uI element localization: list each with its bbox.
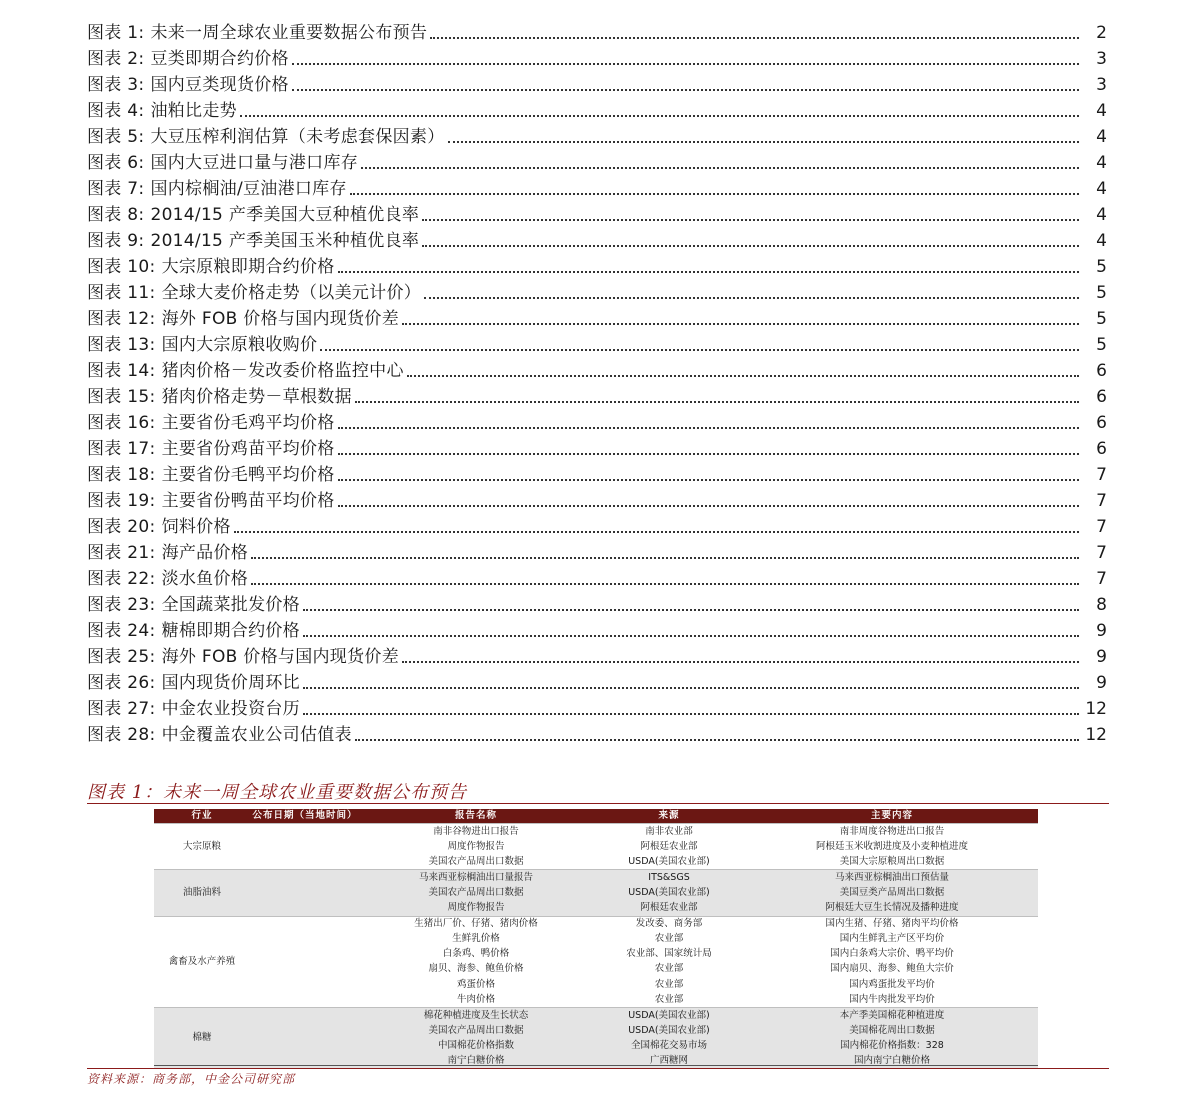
toc-entry[interactable] [87,382,1107,408]
toc-leader-dots [355,401,1079,403]
toc-entry[interactable] [87,70,1107,96]
content-cell: 国内生猪、仔猪、猪肉平均价格 [746,916,1038,932]
toc-leader-dots [407,375,1079,377]
toc-entry-number: 图表 3: [87,75,145,95]
toc-entry-label [87,646,399,668]
toc-entry[interactable] [87,408,1107,434]
source-cell: 农业部 [592,977,746,992]
data-release-table [154,809,1038,1069]
date-cell [250,932,360,947]
toc-entry-label [87,360,404,382]
report-cell: 鸡蛋价格 [360,977,592,992]
table-row [154,1008,1038,1024]
toc-entry-title: 国内大豆进口量与港口库存 [150,153,359,173]
toc-entry-label [87,438,335,460]
toc-entry-page: 6 [1096,413,1107,433]
toc-entry-title: 糖棉即期合约价格 [161,621,300,641]
toc-entry[interactable] [87,434,1107,460]
source-cell: USDA(美国农业部) [592,886,746,901]
source-cell: 农业部 [592,932,746,947]
toc-entry-title: 大宗原粮即期合约价格 [161,257,335,277]
toc-entry-page: 4 [1096,231,1107,251]
toc-entry-label [87,594,300,616]
toc-entry-number: 图表 19: [87,491,156,511]
toc-entry-title: 饲料价格 [161,517,231,537]
toc-entry-number: 图表 1: [87,23,145,43]
toc-leader-dots [303,713,1079,715]
source-cell: 农业部 [592,992,746,1008]
toc-entry[interactable] [87,694,1107,720]
header-content: 主要内容 [746,809,1038,824]
toc-entry-number: 图表 22: [87,569,156,589]
toc-leader-dots [338,479,1079,481]
toc-entry-label [87,334,317,356]
toc-entry-number: 图表 11: [87,283,156,303]
toc-leader-dots [422,245,1079,247]
toc-entry-label [87,74,289,96]
toc-entry-label [87,464,335,486]
toc-entry-number: 图表 8: [87,205,145,225]
toc-entry-label [87,152,358,174]
toc-entry-number: 图表 24: [87,621,156,641]
toc-entry-label [87,308,399,330]
toc-entry-number: 图表 26: [87,673,156,693]
source-rule [87,1068,1109,1069]
toc-entry-page: 5 [1096,283,1107,303]
toc-entry-title: 主要省份毛鸭平均价格 [161,465,335,485]
table-row [154,886,1038,901]
toc-entry-title: 国内大宗原粮收购价 [161,335,318,355]
date-cell [250,1039,360,1054]
toc-entry[interactable] [87,226,1107,252]
toc-entry[interactable] [87,564,1107,590]
toc-entry[interactable] [87,304,1107,330]
content-cell: 阿根廷玉米收割进度及小麦种植进度 [746,839,1038,854]
report-cell: 美国农产品周出口数据 [360,854,592,870]
toc-entry-number: 图表 21: [87,543,156,563]
table-row [154,916,1038,932]
toc-entry-page: 4 [1096,205,1107,225]
toc-entry-title: 主要省份鸡苗平均价格 [161,439,335,459]
toc-entry-number: 图表 20: [87,517,156,537]
content-cell: 美国大宗原粮周出口数据 [746,854,1038,870]
toc-entry[interactable] [87,720,1107,746]
toc-entry-label [87,204,419,226]
toc-entry-page: 5 [1096,257,1107,277]
toc-entry-label [87,542,248,564]
toc-entry-title: 国内现货价周环比 [161,673,300,693]
toc-entry-page: 4 [1096,101,1107,121]
toc-entry-title: 海外 FOB 价格与国内现货价差 [161,309,400,329]
toc-entry-number: 图表 23: [87,595,156,615]
toc-entry-label [87,516,231,538]
toc-entry[interactable] [87,356,1107,382]
toc-leader-dots [303,635,1079,637]
content-cell: 国内鸡蛋批发平均价 [746,977,1038,992]
header-report: 报告名称 [360,809,592,824]
toc-entry-title: 国内豆类现货价格 [150,75,289,95]
report-cell: 美国农产品周出口数据 [360,886,592,901]
toc-entry-title: 海外 FOB 价格与国内现货价差 [161,647,400,667]
toc-leader-dots [361,167,1079,169]
toc-entry-number: 图表 7: [87,179,145,199]
source-cell: 南非农业部 [592,824,746,840]
source-cell: USDA(美国农业部) [592,1023,746,1038]
toc-entry-number: 图表 16: [87,413,156,433]
report-cell: 棉花种植进度及生长状态 [360,1008,592,1024]
toc-entry[interactable] [87,460,1107,486]
toc-entry-title: 主要省份鸭苗平均价格 [161,491,335,511]
toc-entry-label [87,490,335,512]
toc-leader-dots [402,661,1079,663]
toc-entry[interactable] [87,252,1107,278]
toc-entry-number: 图表 17: [87,439,156,459]
toc-entry-number: 图表 10: [87,257,156,277]
date-cell [250,854,360,870]
source-cell: 阿根廷农业部 [592,839,746,854]
toc-entry[interactable] [87,96,1107,122]
toc-entry-title: 大豆压榨利润估算（未考虑套保因素） [150,127,445,147]
toc-leader-dots [430,37,1079,39]
toc-entry-page: 9 [1096,673,1107,693]
content-cell: 马来西亚棕榈油出口预估量 [746,870,1038,886]
table-header-row [154,809,1038,824]
toc-entry-label [87,282,421,304]
report-cell: 中国棉花价格指数 [360,1039,592,1054]
table-row [154,932,1038,947]
toc-entry-label [87,22,427,44]
date-cell [250,1008,360,1024]
content-cell: 南非周度谷物进出口报告 [746,824,1038,840]
toc-entry-number: 图表 14: [87,361,156,381]
toc-entry-label [87,568,248,590]
toc-leader-dots [338,505,1079,507]
toc-leader-dots [355,739,1079,741]
date-cell [250,947,360,962]
toc-leader-dots [448,141,1079,143]
toc-entry-label [87,256,335,278]
toc-entry-title: 全球大麦价格走势（以美元计价） [161,283,422,303]
content-cell: 本产季美国棉花种植进度 [746,1008,1038,1024]
toc-entry-number: 图表 18: [87,465,156,485]
header-date: 公布日期（当地时间） [250,809,360,824]
toc-entry-title: 中金农业投资台历 [161,699,300,719]
toc-entry[interactable] [87,590,1107,616]
table-row [154,947,1038,962]
toc-entry-number: 图表 15: [87,387,156,407]
table-bottom-rule [154,1065,1038,1066]
report-cell: 生猪出厂价、仔猪、猪肉价格 [360,916,592,932]
date-cell [250,870,360,886]
toc-entry-label [87,230,419,252]
table-row [154,962,1038,977]
toc-entry-page: 7 [1096,465,1107,485]
report-cell: 牛肉价格 [360,992,592,1008]
toc-entry-page: 9 [1096,621,1107,641]
toc-entry-page: 6 [1096,439,1107,459]
content-cell: 国内南宁白糖价格 [746,1054,1038,1069]
toc-entry-number: 图表 13: [87,335,156,355]
toc-entry-title: 主要省份毛鸡平均价格 [161,413,335,433]
toc-entry-page: 12 [1085,725,1107,745]
toc-entry-number: 图表 6: [87,153,145,173]
date-cell [250,901,360,917]
toc-entry-page: 5 [1096,309,1107,329]
figure-title: 图表 1：未来一周全球农业重要数据公布预告 [87,782,468,803]
toc-entry-page: 9 [1096,647,1107,667]
table-row [154,839,1038,854]
header-source: 来源 [592,809,746,824]
toc-entry[interactable] [87,668,1107,694]
toc-entry-title: 国内棕榈油/豆油港口库存 [150,179,347,199]
toc-entry[interactable] [87,18,1107,44]
table-row [154,992,1038,1008]
header-industry: 行业 [154,809,250,824]
date-cell [250,992,360,1008]
toc-entry[interactable] [87,512,1107,538]
toc-entry-page: 6 [1096,361,1107,381]
report-cell: 扇贝、海参、鲍鱼价格 [360,962,592,977]
source-cell: 农业部 [592,962,746,977]
toc-leader-dots [320,349,1079,351]
industry-cell: 油脂油料 [154,870,250,916]
toc-entry-number: 图表 4: [87,101,145,121]
toc-entry-page: 7 [1096,517,1107,537]
source-cell: 农业部、国家统计局 [592,947,746,962]
date-cell [250,824,360,840]
toc-entry-page: 7 [1096,491,1107,511]
date-cell [250,962,360,977]
toc-entry[interactable] [87,148,1107,174]
toc-entry-number: 图表 2: [87,49,145,69]
toc-entry-page: 4 [1096,127,1107,147]
content-cell: 国内棉花价格指数：328 [746,1039,1038,1054]
content-cell: 美国棉花周出口数据 [746,1023,1038,1038]
report-cell: 马来西亚棕榈油出口量报告 [360,870,592,886]
table-row [154,1039,1038,1054]
toc-entry[interactable] [87,486,1107,512]
toc-leader-dots [338,453,1079,455]
content-cell: 国内牛肉批发平均价 [746,992,1038,1008]
toc-entry-label [87,412,335,434]
content-cell: 美国豆类产品周出口数据 [746,886,1038,901]
toc-leader-dots [422,219,1079,221]
toc-entry-number: 图表 28: [87,725,156,745]
toc-entry-page: 12 [1085,699,1107,719]
toc-entry-number: 图表 25: [87,647,156,667]
table-body [154,824,1038,1069]
toc-leader-dots [424,297,1079,299]
toc-entry-title: 未来一周全球农业重要数据公布预告 [150,23,428,43]
toc-leader-dots [338,271,1079,273]
toc-entry-number: 图表 12: [87,309,156,329]
toc-leader-dots [292,63,1079,65]
toc-entry-number: 图表 5: [87,127,145,147]
toc-entry-title: 2014/15 产季美国大豆种植优良率 [150,205,420,225]
table-row [154,1023,1038,1038]
toc-entry-label [87,620,300,642]
toc-entry[interactable] [87,200,1107,226]
date-cell [250,839,360,854]
toc-leader-dots [240,115,1079,117]
toc-entry-number: 图表 9: [87,231,145,251]
toc-entry[interactable] [87,642,1107,668]
toc-entry-page: 7 [1096,569,1107,589]
toc-entry-title: 2014/15 产季美国玉米种植优良率 [150,231,420,251]
table-row [154,824,1038,840]
figure-title-rule [87,803,1109,804]
source-cell: ITS&SGS [592,870,746,886]
toc-entry-title: 全国蔬菜批发价格 [161,595,300,615]
report-cell: 周度作物报告 [360,901,592,917]
source-cell: 广西糖网 [592,1054,746,1069]
toc-entry-title: 油粕比走势 [150,101,237,121]
toc-entry-page: 3 [1096,49,1107,69]
toc-entry-page: 8 [1096,595,1107,615]
date-cell [250,1054,360,1069]
toc-entry-page: 2 [1096,23,1107,43]
toc-entry-label [87,178,347,200]
content-cell: 阿根廷大豆生长情况及播种进度 [746,901,1038,917]
toc-entry-label [87,672,300,694]
toc-leader-dots [303,609,1079,611]
toc-entry-label [87,724,352,746]
table-row [154,854,1038,870]
source-cell: 全国棉花交易市场 [592,1039,746,1054]
table-row [154,977,1038,992]
toc-entry-page: 5 [1096,335,1107,355]
date-cell [250,977,360,992]
toc-entry[interactable] [87,330,1107,356]
report-cell: 周度作物报告 [360,839,592,854]
toc-entry-page: 7 [1096,543,1107,563]
date-cell [250,916,360,932]
toc-entry-label [87,100,237,122]
report-cell: 美国农产品周出口数据 [360,1023,592,1038]
report-cell: 生鲜乳价格 [360,932,592,947]
toc-entry-title: 猪肉价格－发改委价格监控中心 [161,361,404,381]
table-row [154,870,1038,886]
table-row [154,901,1038,917]
date-cell [250,886,360,901]
report-cell: 南宁白糖价格 [360,1054,592,1069]
content-cell: 国内白条鸡大宗价、鸭平均价 [746,947,1038,962]
toc-entry-title: 猪肉价格走势－草根数据 [161,387,352,407]
industry-cell: 大宗原粮 [154,824,250,870]
toc-entry[interactable] [87,278,1107,304]
toc-leader-dots [402,323,1079,325]
source-cell: USDA(美国农业部) [592,1008,746,1024]
toc-entry[interactable] [87,538,1107,564]
toc-entry-page: 6 [1096,387,1107,407]
industry-cell: 棉糖 [154,1008,250,1069]
toc-entry-title: 豆类即期合约价格 [150,49,289,69]
report-cell: 南非谷物进出口报告 [360,824,592,840]
report-cell: 白条鸡、鸭价格 [360,947,592,962]
toc-entry-label [87,386,352,408]
toc-entry-number: 图表 27: [87,699,156,719]
toc-entry-page: 4 [1096,179,1107,199]
toc-entry-title: 海产品价格 [161,543,249,563]
toc-entry[interactable] [87,174,1107,200]
toc-leader-dots [338,427,1079,429]
toc-leader-dots [303,687,1079,689]
toc-entry-label [87,698,300,720]
source-cell: USDA(美国农业部) [592,854,746,870]
source-note: 资料来源：商务部，中金公司研究部 [87,1072,296,1086]
toc-entry[interactable] [87,44,1107,70]
toc-entry-page: 3 [1096,75,1107,95]
toc-entry[interactable] [87,122,1107,148]
toc-entry[interactable] [87,616,1107,642]
toc-entry-label [87,48,289,70]
table-row [154,1054,1038,1069]
toc-leader-dots [251,557,1079,559]
table-of-contents [87,18,1107,746]
date-cell [250,1023,360,1038]
source-cell: 发改委、商务部 [592,916,746,932]
toc-leader-dots [234,531,1079,533]
industry-cell: 禽畜及水产养殖 [154,916,250,1008]
content-cell: 国内扇贝、海参、鲍鱼大宗价 [746,962,1038,977]
content-cell: 国内生鲜乳主产区平均价 [746,932,1038,947]
toc-leader-dots [292,89,1079,91]
toc-entry-title: 淡水鱼价格 [161,569,249,589]
toc-leader-dots [251,583,1079,585]
toc-entry-page: 4 [1096,153,1107,173]
toc-entry-title: 中金覆盖农业公司估值表 [161,725,352,745]
toc-entry-label [87,126,445,148]
source-cell: 阿根廷农业部 [592,901,746,917]
toc-leader-dots [350,193,1079,195]
